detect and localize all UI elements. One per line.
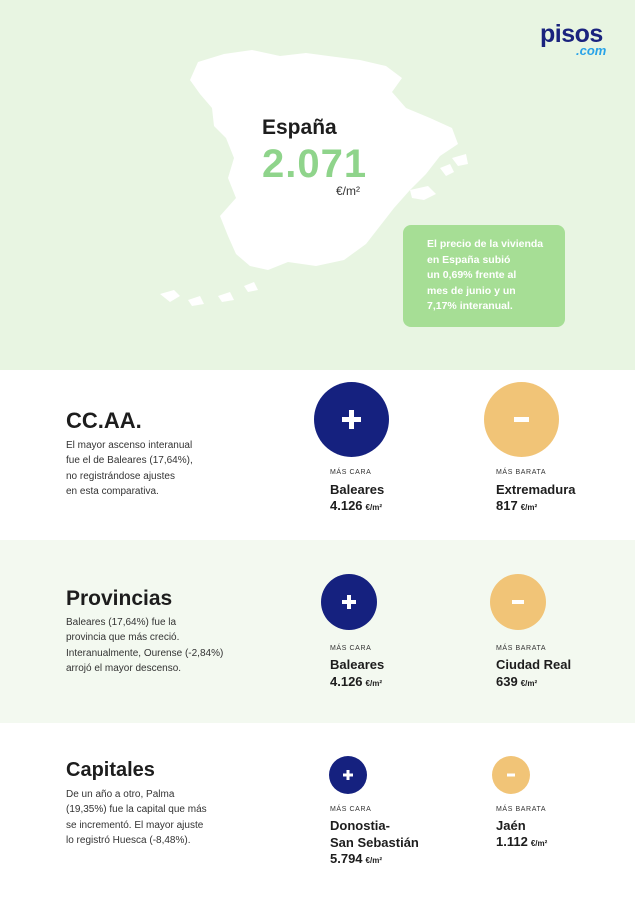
pisos-logo[interactable] — [540, 20, 620, 60]
note-line: en España subió — [427, 253, 511, 266]
price-value: 817 — [496, 498, 518, 513]
section-title: Capitales — [66, 759, 155, 781]
description-line: lo registró Huesca (-8,48%). — [66, 834, 191, 846]
place-line: Baleares — [330, 482, 385, 497]
hero-section — [0, 0, 635, 370]
price-value: 4.126 — [330, 498, 363, 513]
highest-place — [330, 481, 384, 498]
description-line: De un año a otro, Palma — [66, 789, 175, 800]
minus-icon — [492, 756, 530, 794]
description-line: Baleares (17,64%) fue la — [66, 617, 177, 628]
minus-icon — [484, 382, 559, 457]
section-capitales — [0, 723, 635, 899]
lowest-place — [496, 481, 575, 498]
section-ccaa — [0, 370, 635, 540]
lowest-place — [496, 817, 526, 834]
note-line: mes de junio y un — [427, 284, 516, 297]
region-price: 2.071 — [262, 142, 368, 186]
plus-icon — [314, 382, 389, 457]
region-price-unit: €/m² — [336, 184, 360, 198]
highest-place — [330, 817, 419, 851]
lowest-label: MÁS BARATA — [496, 806, 547, 813]
logo-name: pisos — [540, 20, 603, 48]
price-unit: €/m² — [520, 679, 538, 688]
note-line: 7,17% interanual. — [427, 300, 513, 312]
note-line: un 0,69% frente al — [427, 269, 517, 281]
minus-icon — [490, 574, 546, 630]
lowest-place — [496, 656, 571, 673]
price-unit: €/m² — [365, 856, 382, 865]
place-line: San Sebastián — [330, 835, 419, 850]
plus-icon — [321, 574, 377, 630]
section-title: Provincias — [66, 587, 173, 610]
lowest-label: MÁS BARATA — [496, 645, 547, 652]
section-description — [66, 438, 193, 499]
highest-price — [330, 674, 382, 689]
highest-price — [330, 498, 382, 513]
section-title: CC.AA. — [66, 408, 142, 433]
price-value: 639 — [496, 674, 518, 689]
price-unit: €/m² — [520, 503, 538, 512]
price-unit: €/m² — [530, 839, 548, 848]
description-line: Interanualmente, Ourense (-2,84%) — [66, 647, 224, 659]
price-value: 1.112 — [496, 834, 528, 849]
section-description — [66, 787, 207, 848]
place-line: Jaén — [496, 818, 526, 833]
lowest-label: MÁS BARATA — [496, 469, 547, 476]
lowest-price — [496, 674, 537, 689]
description-line: fue el de Baleares (17,64%), — [66, 455, 193, 467]
description-line: provincia que más creció. — [66, 632, 180, 644]
place-line: Ciudad Real — [496, 657, 572, 672]
note-line: El precio de la vivienda — [427, 238, 544, 250]
highest-label: MÁS CARA — [330, 645, 372, 652]
region-title: España — [262, 116, 337, 139]
summary-note — [403, 225, 565, 327]
plus-icon — [329, 756, 367, 794]
description-line: (19,35%) fue la capital que más — [66, 804, 207, 816]
description-line: El mayor ascenso interanual — [66, 440, 193, 451]
highest-label: MÁS CARA — [330, 469, 372, 476]
price-unit: €/m² — [365, 503, 382, 512]
lowest-price — [496, 498, 537, 513]
highest-price — [330, 851, 382, 866]
place-line: Extremadura — [496, 482, 576, 497]
place-line: Donostia- — [330, 818, 390, 833]
description-line: se incrementó. El mayor ajuste — [66, 819, 204, 831]
section-description — [66, 615, 223, 676]
description-line: arrojó el mayor descenso. — [66, 662, 182, 674]
description-line: en esta comparativa. — [66, 485, 159, 497]
logo-suffix: .com — [576, 43, 607, 58]
place-line: Baleares — [330, 657, 385, 672]
highest-place — [330, 656, 384, 673]
lowest-price — [496, 834, 547, 849]
price-value: 5.794 — [330, 851, 363, 866]
section-provincias — [0, 540, 635, 723]
price-value: 4.126 — [330, 674, 363, 689]
description-line: no registrándose ajustes — [66, 470, 175, 482]
price-unit: €/m² — [365, 679, 382, 688]
highest-label: MÁS CARA — [330, 806, 372, 813]
